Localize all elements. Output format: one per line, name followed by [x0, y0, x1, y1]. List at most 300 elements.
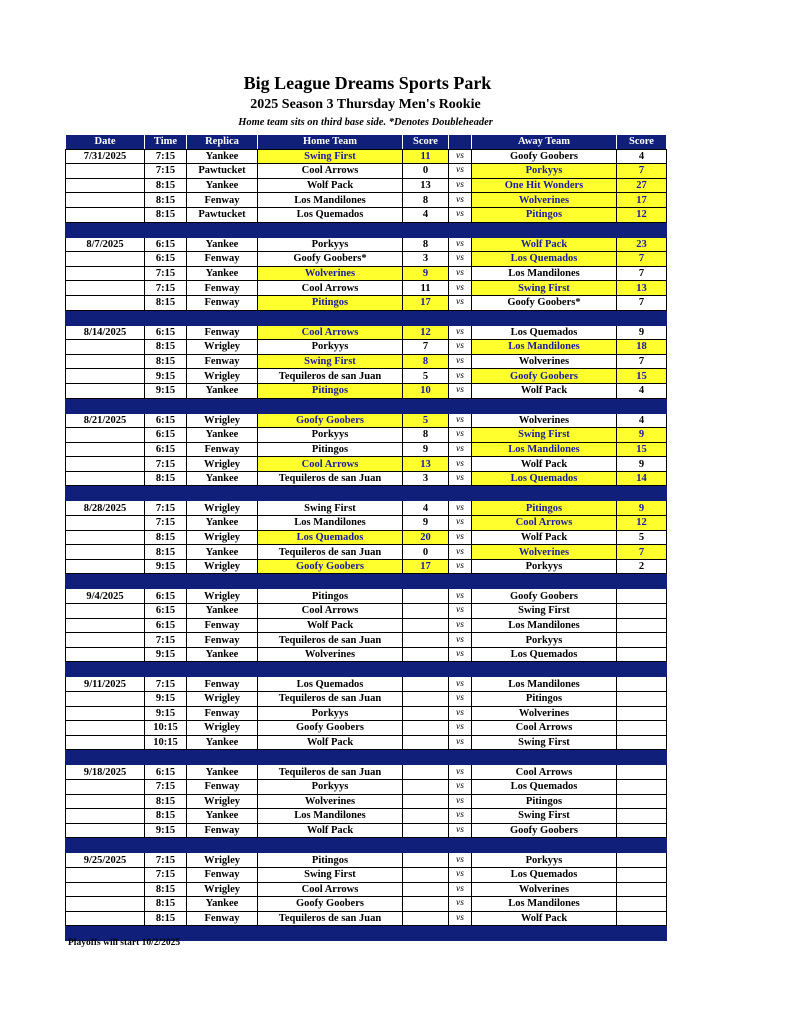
away-score-cell [617, 911, 667, 926]
home-score-cell: 10 [403, 383, 449, 398]
table-row [66, 677, 667, 692]
home-score-cell: 13 [403, 457, 449, 472]
home-score-cell: 9 [403, 266, 449, 281]
away-team-cell: Pitingos [472, 207, 617, 222]
home-score-cell [403, 633, 449, 648]
home-team-cell: Los Mandilones [258, 516, 403, 531]
vs-cell: vs [449, 428, 472, 443]
time-cell: 9:15 [145, 692, 187, 707]
home-score-cell: 4 [403, 207, 449, 222]
separator-cell [258, 662, 403, 677]
column-header: Away Team [472, 135, 617, 150]
away-team-cell: Wolf Pack [472, 457, 617, 472]
replica-cell: Fenway [187, 823, 258, 838]
home-score-cell [403, 604, 449, 619]
separator-cell [187, 398, 258, 413]
home-team-cell: Porkyys [258, 779, 403, 794]
vs-cell: vs [449, 897, 472, 912]
table-row [66, 442, 667, 457]
date-cell [66, 295, 145, 310]
away-team-cell: Goofy Goobers [472, 149, 617, 164]
replica-cell: Yankee [187, 428, 258, 443]
vs-cell: vs [449, 457, 472, 472]
time-cell: 10:15 [145, 721, 187, 736]
date-cell: 9/25/2025 [66, 853, 145, 868]
away-score-cell [617, 779, 667, 794]
home-score-cell: 3 [403, 471, 449, 486]
separator-cell [145, 662, 187, 677]
away-score-cell [617, 735, 667, 750]
date-cell [66, 266, 145, 281]
home-team-cell: Porkyys [258, 237, 403, 252]
date-cell: 7/31/2025 [66, 149, 145, 164]
vs-cell: vs [449, 545, 472, 560]
vs-cell: vs [449, 823, 472, 838]
away-score-cell [617, 589, 667, 604]
time-cell: 7:15 [145, 281, 187, 296]
vs-cell: vs [449, 516, 472, 531]
away-team-cell: Los Mandilones [472, 340, 617, 355]
away-team-cell: Goofy Goobers [472, 823, 617, 838]
separator-cell [403, 574, 449, 589]
replica-cell: Fenway [187, 252, 258, 267]
table-row [66, 853, 667, 868]
replica-cell: Wrigley [187, 721, 258, 736]
away-score-cell: 9 [617, 428, 667, 443]
table-row [66, 882, 667, 897]
vs-cell: vs [449, 442, 472, 457]
home-team-cell: Los Quemados [258, 207, 403, 222]
separator-cell [449, 926, 472, 941]
date-cell: 8/21/2025 [66, 413, 145, 428]
date-cell [66, 193, 145, 208]
time-cell: 8:15 [145, 897, 187, 912]
home-score-cell [403, 823, 449, 838]
date-cell: 8/28/2025 [66, 501, 145, 516]
away-team-cell: Los Quemados [472, 779, 617, 794]
away-score-cell [617, 647, 667, 662]
table-row [66, 252, 667, 267]
home-team-cell: Los Mandilones [258, 193, 403, 208]
date-cell: 9/18/2025 [66, 765, 145, 780]
away-team-cell: Los Mandilones [472, 677, 617, 692]
replica-cell: Wrigley [187, 882, 258, 897]
separator-cell [472, 310, 617, 325]
away-score-cell [617, 794, 667, 809]
time-cell: 8:15 [145, 471, 187, 486]
date-cell [66, 530, 145, 545]
time-cell: 8:15 [145, 545, 187, 560]
vs-cell: vs [449, 193, 472, 208]
table-row [66, 354, 667, 369]
week-separator [66, 398, 667, 413]
table-row [66, 295, 667, 310]
time-cell: 8:15 [145, 207, 187, 222]
separator-cell [617, 926, 667, 941]
away-team-cell: Wolverines [472, 193, 617, 208]
time-cell: 9:15 [145, 706, 187, 721]
replica-cell: Fenway [187, 633, 258, 648]
time-cell: 7:15 [145, 779, 187, 794]
away-score-cell: 2 [617, 559, 667, 574]
page-title: Big League Dreams Sports Park [243, 73, 492, 93]
time-cell: 9:15 [145, 823, 187, 838]
vs-cell: vs [449, 266, 472, 281]
date-cell [66, 779, 145, 794]
separator-cell [187, 486, 258, 501]
vs-cell: vs [449, 765, 472, 780]
time-cell: 8:15 [145, 809, 187, 824]
away-team-cell: Swing First [472, 428, 617, 443]
home-score-cell: 8 [403, 354, 449, 369]
away-score-cell: 4 [617, 413, 667, 428]
home-score-cell: 9 [403, 442, 449, 457]
date-cell [66, 383, 145, 398]
separator-cell [145, 838, 187, 853]
separator-cell [66, 574, 145, 589]
date-cell [66, 207, 145, 222]
separator-cell [449, 486, 472, 501]
replica-cell: Yankee [187, 647, 258, 662]
time-cell: 8:15 [145, 794, 187, 809]
replica-cell: Wrigley [187, 530, 258, 545]
separator-cell [187, 574, 258, 589]
home-team-cell: Wolf Pack [258, 735, 403, 750]
table-row [66, 530, 667, 545]
replica-cell: Yankee [187, 266, 258, 281]
away-team-cell: Swing First [472, 604, 617, 619]
home-team-cell: Pitingos [258, 853, 403, 868]
away-score-cell: 27 [617, 178, 667, 193]
date-cell [66, 369, 145, 384]
vs-cell: vs [449, 853, 472, 868]
date-cell [66, 618, 145, 633]
home-team-cell: Los Quemados [258, 530, 403, 545]
table-row [66, 193, 667, 208]
replica-cell: Yankee [187, 735, 258, 750]
week-separator [66, 662, 667, 677]
away-team-cell: Porkyys [472, 853, 617, 868]
away-score-cell: 7 [617, 354, 667, 369]
home-score-cell [403, 882, 449, 897]
replica-cell: Pawtucket [187, 164, 258, 179]
date-cell [66, 457, 145, 472]
replica-cell: Fenway [187, 442, 258, 457]
separator-cell [617, 750, 667, 765]
away-team-cell: Los Mandilones [472, 266, 617, 281]
replica-cell: Fenway [187, 325, 258, 340]
separator-cell [66, 222, 145, 237]
away-score-cell [617, 765, 667, 780]
home-team-cell: Wolf Pack [258, 618, 403, 633]
separator-cell [472, 926, 617, 941]
home-score-cell [403, 647, 449, 662]
away-score-cell: 7 [617, 545, 667, 560]
week-separator [66, 486, 667, 501]
date-cell [66, 721, 145, 736]
separator-cell [617, 574, 667, 589]
table-row [66, 735, 667, 750]
home-team-cell: Pitingos [258, 589, 403, 604]
table-header-row [66, 135, 667, 150]
table-row [66, 633, 667, 648]
table-row [66, 471, 667, 486]
away-team-cell: Cool Arrows [472, 765, 617, 780]
table-row [66, 589, 667, 604]
time-cell: 8:15 [145, 530, 187, 545]
vs-cell: vs [449, 207, 472, 222]
date-cell: 9/11/2025 [66, 677, 145, 692]
table-row [66, 765, 667, 780]
away-team-cell: Wolverines [472, 545, 617, 560]
home-score-cell: 11 [403, 281, 449, 296]
away-team-cell: Los Quemados [472, 471, 617, 486]
away-team-cell: Los Mandilones [472, 618, 617, 633]
vs-cell: vs [449, 809, 472, 824]
replica-cell: Yankee [187, 471, 258, 486]
separator-cell [187, 750, 258, 765]
schedule-table [65, 134, 667, 941]
home-score-cell: 8 [403, 428, 449, 443]
separator-cell [472, 486, 617, 501]
table-row [66, 647, 667, 662]
home-team-cell: Swing First [258, 501, 403, 516]
home-team-cell: Cool Arrows [258, 604, 403, 619]
separator-cell [403, 222, 449, 237]
home-score-cell [403, 794, 449, 809]
separator-cell [449, 222, 472, 237]
replica-cell: Wrigley [187, 369, 258, 384]
separator-cell [472, 398, 617, 413]
week-separator [66, 574, 667, 589]
table-row [66, 383, 667, 398]
table-row [66, 369, 667, 384]
away-score-cell: 17 [617, 193, 667, 208]
away-score-cell: 9 [617, 501, 667, 516]
vs-cell: vs [449, 530, 472, 545]
time-cell: 8:15 [145, 295, 187, 310]
vs-cell: vs [449, 178, 472, 193]
home-score-cell: 3 [403, 252, 449, 267]
separator-cell [617, 486, 667, 501]
home-team-cell: Pitingos [258, 383, 403, 398]
table-row [66, 164, 667, 179]
replica-cell: Yankee [187, 178, 258, 193]
away-score-cell: 7 [617, 266, 667, 281]
away-score-cell: 4 [617, 149, 667, 164]
vs-cell: vs [449, 149, 472, 164]
date-cell [66, 545, 145, 560]
schedule-body [66, 149, 667, 941]
vs-cell: vs [449, 354, 472, 369]
home-team-cell: Pitingos [258, 295, 403, 310]
separator-cell [403, 662, 449, 677]
away-team-cell: Porkyys [472, 633, 617, 648]
date-cell [66, 735, 145, 750]
away-score-cell: 23 [617, 237, 667, 252]
separator-cell [66, 662, 145, 677]
time-cell: 6:15 [145, 618, 187, 633]
separator-cell [449, 838, 472, 853]
time-cell: 8:15 [145, 193, 187, 208]
home-score-cell: 13 [403, 178, 449, 193]
date-cell [66, 604, 145, 619]
table-row [66, 809, 667, 824]
away-team-cell: Porkyys [472, 559, 617, 574]
table-row [66, 413, 667, 428]
home-score-cell: 0 [403, 164, 449, 179]
replica-cell: Yankee [187, 383, 258, 398]
table-row [66, 207, 667, 222]
time-cell: 7:15 [145, 149, 187, 164]
vs-cell: vs [449, 706, 472, 721]
replica-cell: Yankee [187, 149, 258, 164]
table-row [66, 501, 667, 516]
separator-cell [145, 750, 187, 765]
home-score-cell: 7 [403, 340, 449, 355]
page-subtitle: 2025 Season 3 Thursday Men's Rookie [250, 97, 481, 112]
home-score-cell: 20 [403, 530, 449, 545]
away-score-cell: 4 [617, 383, 667, 398]
home-team-cell: Cool Arrows [258, 457, 403, 472]
home-team-cell: Wolverines [258, 647, 403, 662]
home-score-cell [403, 809, 449, 824]
home-team-cell: Tequileros de san Juan [258, 633, 403, 648]
home-team-cell: Goofy Goobers [258, 559, 403, 574]
date-cell [66, 340, 145, 355]
vs-cell: vs [449, 867, 472, 882]
date-cell [66, 354, 145, 369]
table-row [66, 516, 667, 531]
away-score-cell: 7 [617, 164, 667, 179]
away-score-cell [617, 618, 667, 633]
table-row [66, 428, 667, 443]
time-cell: 6:15 [145, 765, 187, 780]
home-team-cell: Goofy Goobers [258, 897, 403, 912]
table-row [66, 237, 667, 252]
separator-cell [66, 398, 145, 413]
home-team-cell: Cool Arrows [258, 281, 403, 296]
replica-cell: Wrigley [187, 853, 258, 868]
time-cell: 7:15 [145, 164, 187, 179]
column-header: Time [145, 135, 187, 150]
header-note: Home team sits on third base side. *Denotes Doubleheader [238, 117, 493, 128]
home-team-cell: Porkyys [258, 706, 403, 721]
table-row [66, 266, 667, 281]
away-team-cell: Cool Arrows [472, 721, 617, 736]
table-row [66, 340, 667, 355]
date-cell [66, 823, 145, 838]
date-cell [66, 442, 145, 457]
home-team-cell: Wolf Pack [258, 823, 403, 838]
table-row [66, 779, 667, 794]
vs-cell: vs [449, 618, 472, 633]
home-score-cell [403, 911, 449, 926]
home-score-cell: 4 [403, 501, 449, 516]
home-team-cell: Porkyys [258, 340, 403, 355]
separator-cell [403, 398, 449, 413]
date-cell [66, 794, 145, 809]
away-team-cell: Wolf Pack [472, 911, 617, 926]
replica-cell: Wrigley [187, 589, 258, 604]
away-score-cell [617, 823, 667, 838]
separator-cell [617, 398, 667, 413]
time-cell: 8:15 [145, 340, 187, 355]
column-header [449, 135, 472, 150]
vs-cell: vs [449, 911, 472, 926]
time-cell: 7:15 [145, 853, 187, 868]
home-team-cell: Los Quemados [258, 677, 403, 692]
separator-cell [145, 222, 187, 237]
separator-cell [187, 926, 258, 941]
separator-cell [403, 926, 449, 941]
time-cell: 7:15 [145, 867, 187, 882]
table-row [66, 692, 667, 707]
date-cell [66, 809, 145, 824]
separator-cell [66, 838, 145, 853]
replica-cell: Yankee [187, 237, 258, 252]
table-row [66, 794, 667, 809]
separator-cell [403, 310, 449, 325]
separator-cell [187, 222, 258, 237]
table-row [66, 721, 667, 736]
home-team-cell: Pitingos [258, 442, 403, 457]
home-score-cell [403, 779, 449, 794]
date-cell [66, 559, 145, 574]
replica-cell: Wrigley [187, 457, 258, 472]
separator-cell [403, 838, 449, 853]
home-team-cell: Porkyys [258, 428, 403, 443]
home-team-cell: Cool Arrows [258, 882, 403, 897]
home-team-cell: Swing First [258, 149, 403, 164]
separator-cell [472, 838, 617, 853]
date-cell [66, 706, 145, 721]
home-team-cell: Los Mandilones [258, 809, 403, 824]
away-team-cell: Wolf Pack [472, 383, 617, 398]
away-team-cell: Porkyys [472, 164, 617, 179]
separator-cell [403, 750, 449, 765]
away-team-cell: Los Quemados [472, 867, 617, 882]
vs-cell: vs [449, 589, 472, 604]
vs-cell: vs [449, 164, 472, 179]
separator-cell [449, 750, 472, 765]
table-row [66, 604, 667, 619]
date-cell [66, 428, 145, 443]
home-team-cell: Tequileros de san Juan [258, 369, 403, 384]
away-team-cell: Los Quemados [472, 647, 617, 662]
away-score-cell [617, 706, 667, 721]
home-team-cell: Wolverines [258, 266, 403, 281]
away-score-cell: 7 [617, 252, 667, 267]
table-row [66, 867, 667, 882]
vs-cell: vs [449, 692, 472, 707]
vs-cell: vs [449, 237, 472, 252]
separator-cell [617, 222, 667, 237]
home-score-cell: 11 [403, 149, 449, 164]
vs-cell: vs [449, 413, 472, 428]
time-cell: 6:15 [145, 604, 187, 619]
home-team-cell: Wolf Pack [258, 178, 403, 193]
week-separator [66, 310, 667, 325]
vs-cell: vs [449, 340, 472, 355]
replica-cell: Fenway [187, 618, 258, 633]
away-score-cell [617, 853, 667, 868]
away-score-cell [617, 604, 667, 619]
home-score-cell [403, 692, 449, 707]
away-score-cell: 18 [617, 340, 667, 355]
replica-cell: Yankee [187, 809, 258, 824]
away-team-cell: Goofy Goobers [472, 369, 617, 384]
